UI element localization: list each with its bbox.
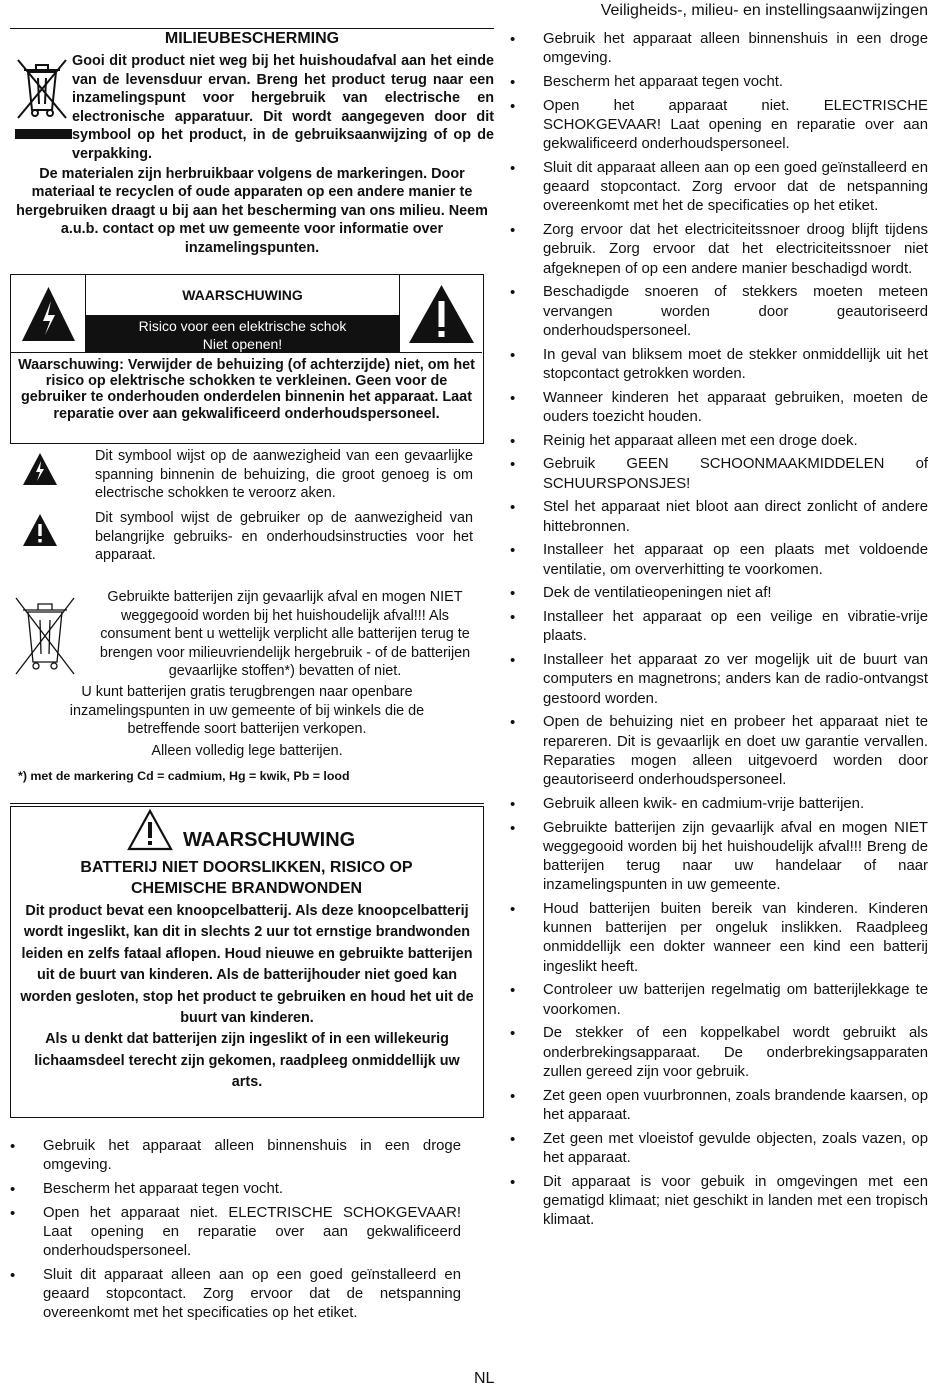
list-item: • In geval van bliksem moet de stekker onmiddellijk uit het stopcontact getrokken worden.: [510, 346, 928, 384]
environment-text: Gooi dit product niet weg bij het huishoudafval aan het einde van de levensduur ervan. Breng het product terug naar een inzamelingspunt voor hergebruik van electrische en electronische apparatuur. Dit wordt aangegeven door dit symbool op het product, in de gebruiksaanwijzing of op de verpakking.: [72, 53, 494, 162]
battery-text: Gebruikte batterijen zijn gevaarlijk afval en mogen NIET weggegooid worden bij het huishoudelijk afval!!! Als consument bent u wettelijk verplicht alle batterijen terug te brengen voor milieuvriendelijk hergebruik - of de batterijen gevaarlijke stoffen*) bevatten of niet.: [99, 589, 471, 679]
list-item: • Gebruik het apparaat alleen binnenshuis in een droge omgeving.: [10, 1137, 461, 1175]
list-item: • Open de behuizing niet en probeer het apparaat niet te repareren. Dit is gevaarlijk en doet uw garantie vervallen. Reparaties mogen alleen uitgevoerd worden door geautoriseerd onderhoudspersoneel.: [510, 713, 928, 790]
section-divider: [10, 803, 484, 804]
battery-return-text: [10, 683, 484, 760]
battery-warning-box: [10, 806, 484, 1118]
list-item: • Gebruik GEEN SCHOONMAAKMIDDELEN of SCHUURSPONSJES!: [510, 455, 928, 493]
warning-cell-right: [399, 275, 482, 353]
black-bar: [15, 129, 72, 139]
lightning-triangle-icon: [22, 452, 58, 486]
list-item: • Zet geen open vuurbronnen, zoals brandende kaarsen, op het apparaat.: [510, 1087, 928, 1125]
right-bullet-list: [510, 30, 928, 1235]
risk-line-1: Risico voor een elektrische schok: [138, 318, 347, 334]
list-item: • Gebruik het apparaat alleen binnenshuis in een droge omgeving.: [510, 30, 928, 68]
warning-text: Waarschuwing: Verwijder de behuizing (of achterzijde) niet, om het risico op elektrische schokken te verkleinen. Geen voor de gebruiker te onderhouden onderdelen binnenin het apparaat. Laat reparatie over aan gekwalificeerd onderhoudspersoneel.: [18, 357, 475, 422]
battery-warning-body: [19, 901, 475, 1094]
environment-title: MILIEUBESCHERMING: [164, 30, 340, 47]
battery-note: *) met de markering Cd = cadmium, Hg = kwik, Pb = lood: [18, 769, 350, 783]
list-item: • Sluit dit apparaat alleen aan op een goed geïnstalleerd en geaard stopcontact. Zorg ervoor dat de netspanning overeenkomt met het de specificaties op het etiket.: [510, 159, 928, 217]
battery-warning-body-2: Als u denkt dat batterijen zijn ingeslikt of in een willekeurig lichaamsdeel terecht zijn gekomen, raadpleeg onmiddellijk uw arts.: [34, 1031, 460, 1091]
list-item: • De stekker of een koppelkabel wordt gebruikt als onderbrekingsapparaat. De onderbrekingsapparaten zullen gereed zijn voor gebruik.: [510, 1024, 928, 1082]
list-item: • Dit apparaat is voor gebuik in omgevingen met een gematigd klimaat; niet geschikt in landen met een tropisch klimaat.: [510, 1173, 928, 1231]
list-item: • Stel het apparaat niet bloot aan direct zonlicht of andere hittebronnen.: [510, 498, 928, 536]
battery-warning-title: WAARSCHUWING: [183, 829, 356, 851]
list-item: • Open het apparaat niet. ELECTRISCHE SCHOKGEVAAR! Laat opening en reparatie over aan gekwalificeerd onderhoudspersoneel.: [10, 1204, 461, 1262]
list-item: • Installeer het apparaat op een plaats met voldoende ventilatie, om oververhitting te voorkomen.: [510, 541, 928, 579]
crossed-bin-icon: [10, 590, 80, 678]
left-bullet-list: [10, 1137, 461, 1328]
environment-text-2: De materialen zijn herbruikbaar volgens de markeringen. Door materiaal te recyclen of oude apparaten op een andere manier te hergebruiken draagt u bij aan het bescherming van ons milieu. Neem a.u.b. contact op met uw gemeente voor informatie over inzamelingspunten.: [16, 166, 488, 256]
exclamation-triangle-icon: [400, 275, 483, 353]
exclamation-triangle-icon: [22, 513, 58, 547]
list-item: • Gebruik alleen kwik- en cadmium-vrije batterijen.: [510, 795, 928, 814]
warning-heading: WAARSCHUWING: [182, 287, 303, 303]
list-item: • Zet geen met vloeistof gevulde objecten, zoals vazen, op het apparaat.: [510, 1130, 928, 1168]
battery-warning-body-1: Dit product bevat een knoopcelbatterij. Als deze knoopcelbatterij wordt ingeslikt, kan dit in slechts 2 uur tot ernstige brandwonden leiden en zelfs fataal aflopen. Houd nieuwe en gebruikte batterijen uit de buurt van kinderen. Als de batterijhouder niet goed kan worden gesloten, stop het product te gebruiken en houd het uit de buurt van kinderen.: [20, 903, 474, 1027]
battery-warning-subtitle: BATTERIJ NIET DOORSLIKKEN, RISICO OP CHEMISCHE BRANDWONDEN: [80, 859, 413, 897]
crossed-bin-icon: [14, 54, 70, 120]
warning-box: [10, 274, 484, 444]
list-item: • Installeer het apparaat op een veilige en vibratie-vrije plaats.: [510, 608, 928, 646]
list-item: • Dek de ventilatieopeningen niet af!: [510, 584, 928, 603]
list-item: • Bescherm het apparaat tegen vocht.: [10, 1180, 461, 1199]
exclamation-triangle-icon: [127, 809, 173, 851]
list-item: • Controleer uw batterijen regelmatig om batterijlekkage te voorkomen.: [510, 981, 928, 1019]
symbol-text-lightning: Dit symbool wijst op de aanwezigheid van een gevaarlijke spanning binnenin de behuizing, die groot genoeg is om electrische schokken te veroorz aken.: [95, 448, 473, 501]
battery-empty-line: Alleen volledig lege batterijen.: [151, 742, 343, 759]
list-item: • Houd batterijen buiten bereik van kinderen. Kinderen kunnen batterijen per ongeluk inslikken. Raadpleeg onmiddellijk een dokter wanneer een kind een batterij ingeslikt heeft.: [510, 900, 928, 977]
list-item: • Gebruikte batterijen zijn gevaarlijk afval en mogen NIET weggegooid worden bij het huishoudelijk afval!!! Breng de batterijen terug naar uw handelaar of naar inzamelingspunten in uw gemeente.: [510, 819, 928, 896]
page-language-label: NL: [474, 1370, 495, 1387]
list-item: • Installeer het apparaat zo ver mogelijk uit de buurt van computers en magnetrons; anders kan de radio-ontvangst gestoord worden.: [510, 651, 928, 709]
warning-cell-left: [11, 275, 86, 353]
battery-return-line: U kunt batterijen gratis terugbrengen naar openbare inzamelingspunten in uw gemeente of bij winkels die de betreffende soort batterijen verkopen.: [69, 684, 425, 737]
list-item: • Bescherm het apparaat tegen vocht.: [510, 73, 928, 92]
list-item: • Beschadigde snoeren of stekkers moeten meteen vervangen worden door geautoriseerd onderhoudspersoneel.: [510, 283, 928, 341]
list-item: • Sluit dit apparaat alleen aan op een goed geïnstalleerd en geaard stopcontact. Zorg ervoor dat de netspanning overeenkomt met het specificaties op het etiket.: [10, 1266, 461, 1324]
list-item: • Open het apparaat niet. ELECTRISCHE SCHOKGEVAAR! Laat opening en reparatie over aan gekwalificeerd onderhoudspersoneel.: [510, 97, 928, 155]
list-item: • Wanneer kinderen het apparaat gebruiken, moeten de ouders toezicht houden.: [510, 389, 928, 427]
risk-line-2: Niet openen!: [202, 336, 283, 352]
list-item: • Zorg ervoor dat het electriciteitssnoer droog blijft tijdens gebruik. Zorg ervoor dat het electriciteitssnoer niet afgeknepen of op een andere manier beschadigd wordt.: [510, 221, 928, 279]
section-divider: [10, 28, 494, 29]
lightning-triangle-icon: [11, 275, 86, 353]
risk-banner: [86, 315, 399, 353]
page-header: Veiligheids-, milieu- en instellingsaanwijzingen: [600, 2, 928, 19]
symbol-text-exclamation: Dit symbool wijst de gebruiker op de aanwezigheid van belangrijke gebruiks- en onderhoudsinstructies voor het apparaat.: [95, 510, 473, 563]
list-item: • Reinig het apparaat alleen met een droge doek.: [510, 432, 928, 451]
